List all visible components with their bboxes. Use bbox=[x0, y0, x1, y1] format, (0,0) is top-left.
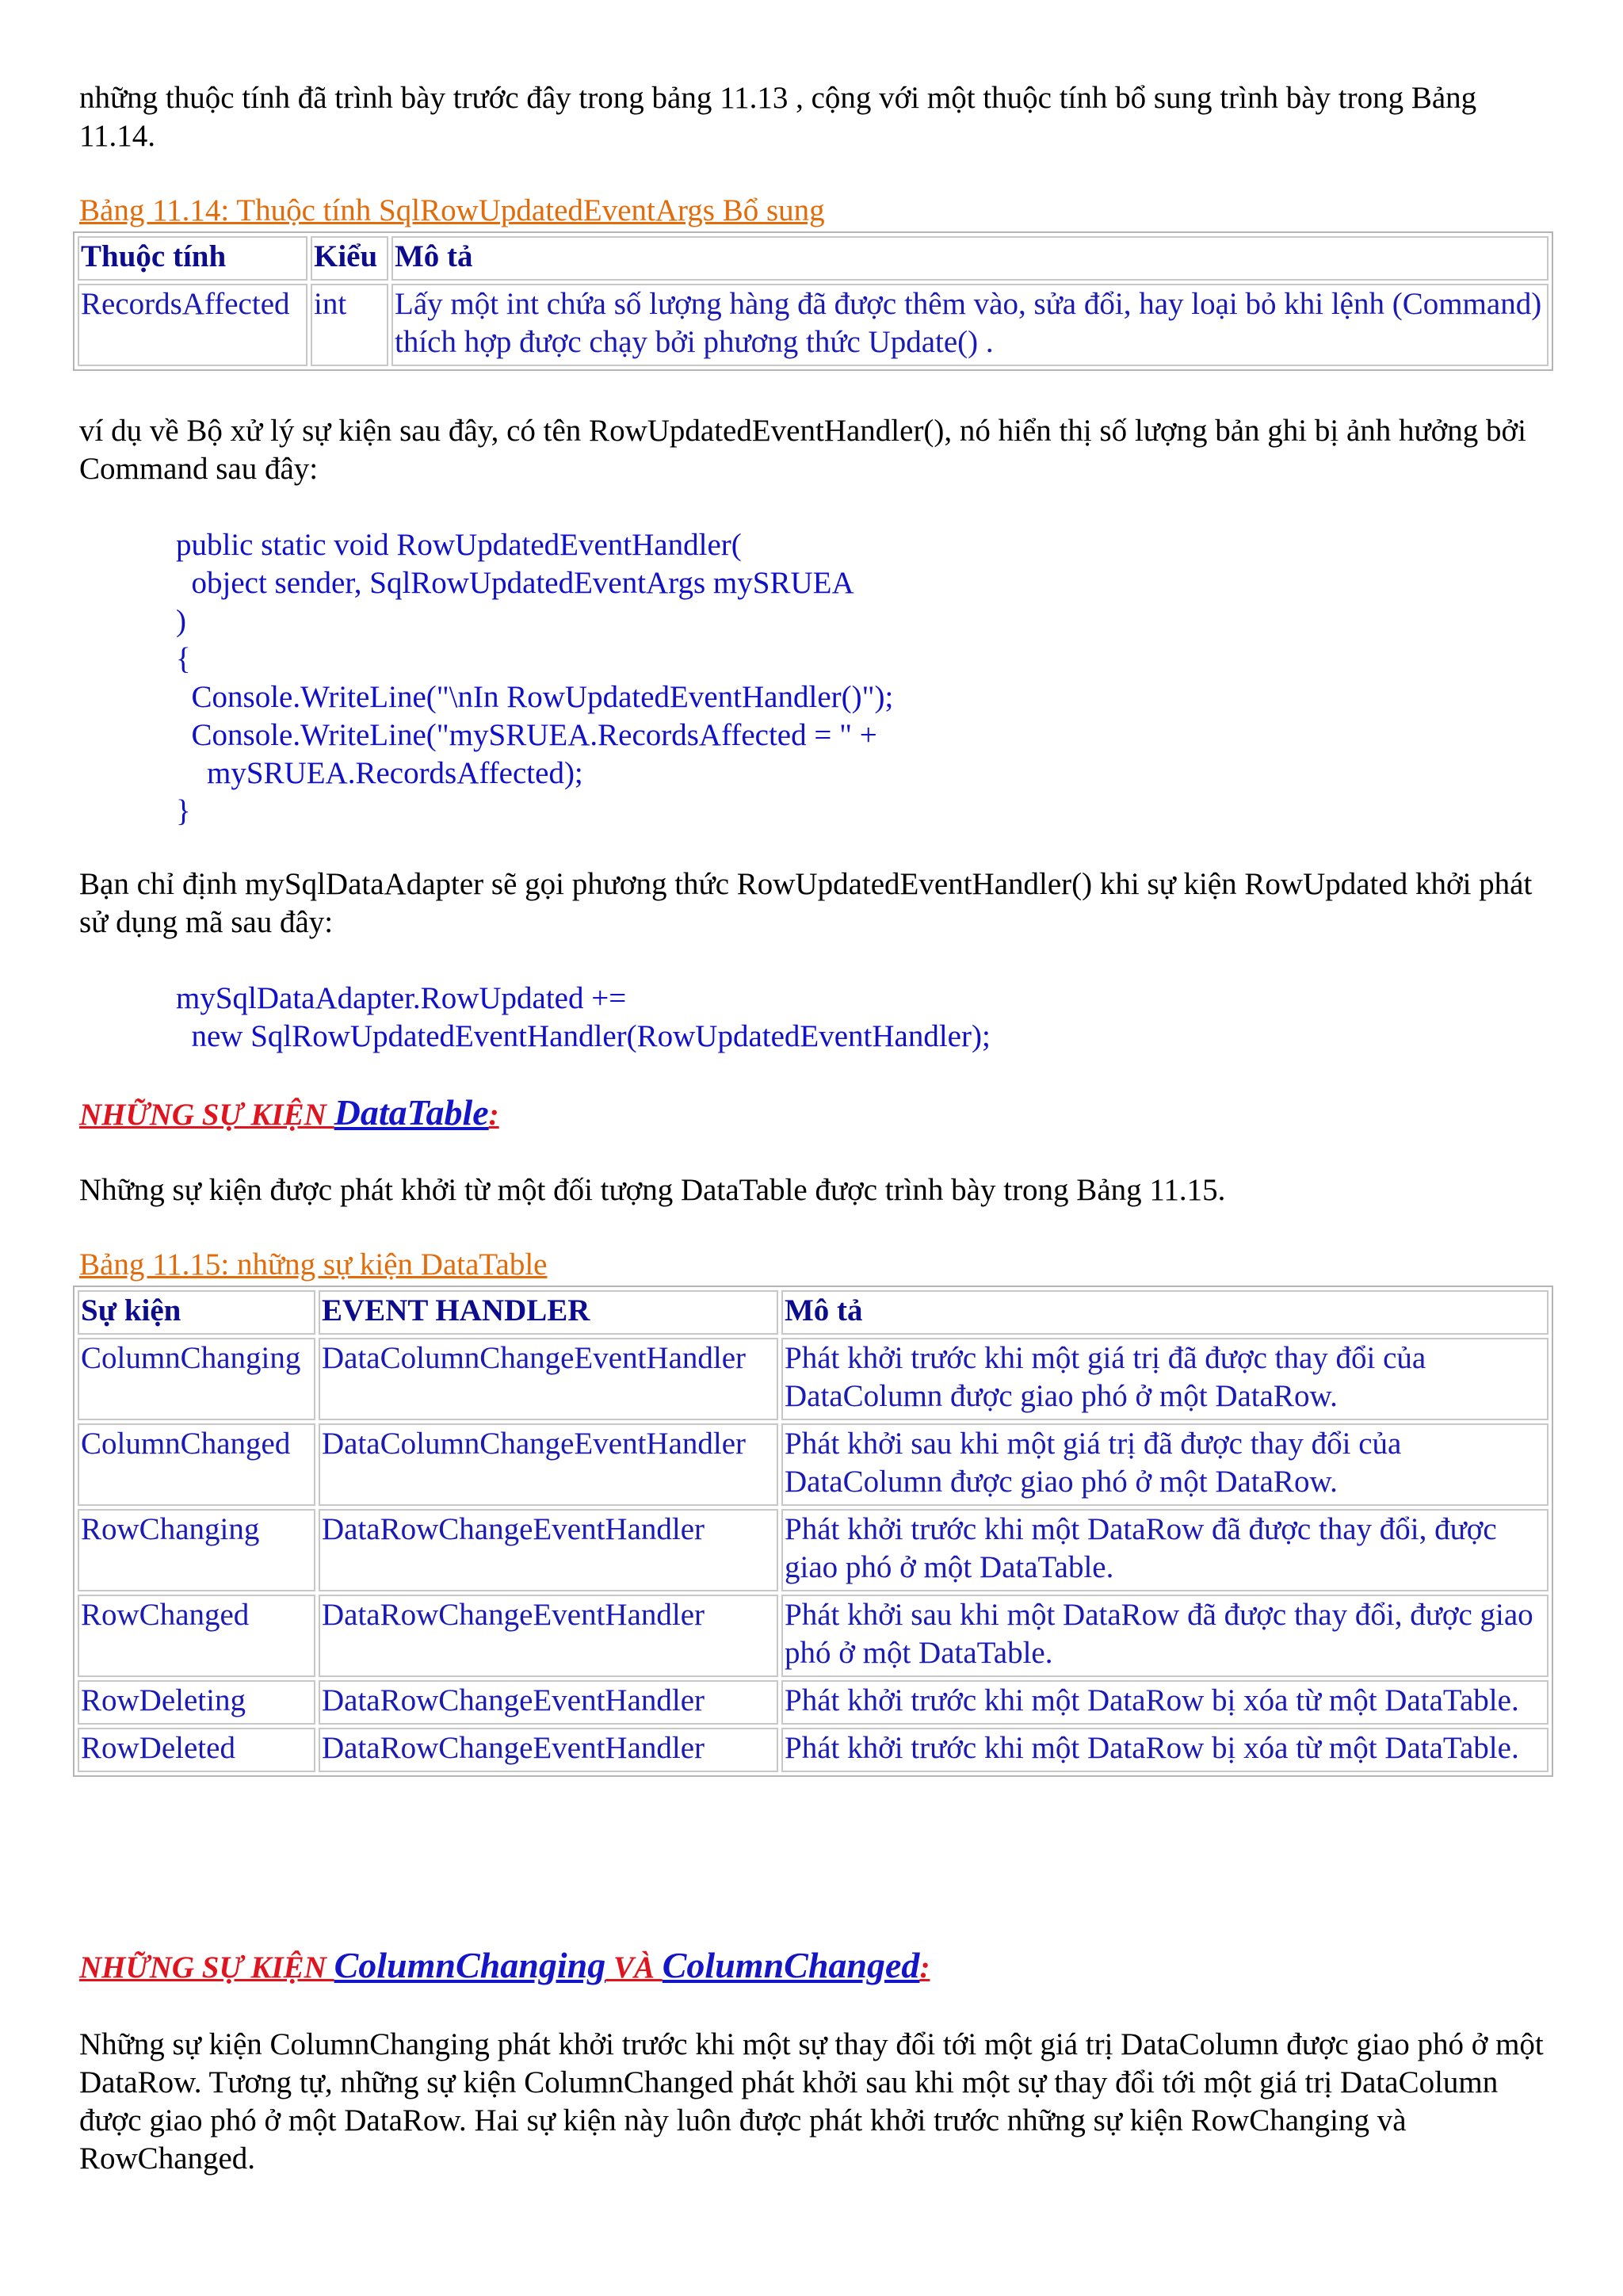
table-cell: DataRowChangeEventHandler bbox=[319, 1728, 778, 1772]
table-cell: DataRowChangeEventHandler bbox=[319, 1509, 778, 1591]
table-header-cell: EVENT HANDLER bbox=[319, 1290, 778, 1335]
table-header-cell: Kiểu bbox=[311, 236, 388, 281]
table-cell: RowDeleted bbox=[78, 1728, 315, 1772]
table-cell: DataRowChangeEventHandler bbox=[319, 1680, 778, 1725]
table-row bbox=[78, 1595, 1549, 1677]
heading-prefix: NHỮNG SỰ KIỆN bbox=[79, 1950, 334, 1985]
table-header-row bbox=[78, 236, 1549, 281]
table-cell: Phát khởi trước khi một DataRow bị xóa từ một DataTable. bbox=[781, 1728, 1549, 1772]
table-cell: Phát khởi trước khi một DataRow đã được thay đổi, được giao phó ở một DataTable. bbox=[781, 1509, 1549, 1591]
table-cell: DataColumnChangeEventHandler bbox=[319, 1338, 778, 1420]
table-header-cell: Sự kiện bbox=[78, 1290, 315, 1335]
table-cell: Phát khởi sau khi một giá trị đã được thay đổi của DataColumn được giao phó ở một DataRow. bbox=[781, 1423, 1549, 1506]
table-row bbox=[78, 1423, 1549, 1506]
table-cell: ColumnChanging bbox=[78, 1338, 315, 1420]
table-cell: Phát khởi sau khi một DataRow đã được thay đổi, được giao phó ở một DataTable. bbox=[781, 1595, 1549, 1677]
table-1114-caption: Bảng 11.14: Thuộc tính SqlRowUpdatedEventArgs Bổ sung bbox=[79, 193, 825, 227]
table-cell: DataColumnChangeEventHandler bbox=[319, 1423, 778, 1506]
table-cell: RowChanging bbox=[78, 1509, 315, 1591]
table-cell: RowDeleting bbox=[78, 1680, 315, 1725]
heading-name-1: ColumnChanging bbox=[334, 1945, 606, 1985]
table-cell: RowChanged bbox=[78, 1595, 315, 1677]
heading-suffix: : bbox=[919, 1950, 930, 1985]
table-header-cell: Mô tả bbox=[391, 236, 1549, 281]
table-row bbox=[78, 1338, 1549, 1420]
table-cell: RecordsAffected bbox=[78, 284, 307, 366]
heading-columnchanging-events bbox=[79, 1943, 930, 1990]
table-header-cell: Mô tả bbox=[781, 1290, 1549, 1335]
heading-name: DataTable bbox=[334, 1092, 489, 1133]
table-cell: int bbox=[311, 284, 388, 366]
table-row bbox=[78, 1728, 1549, 1772]
final-paragraph: Những sự kiện ColumnChanging phát khởi trước khi một sự thay đổi tới một giá trị DataColumn được giao phó ở một DataRow. Tương tự, những sự kiện ColumnChanged phát khởi sau khi một sự thay đổi tới một giá trị DataColumn được giao phó ở một DataRow. Hai sự kiện này luôn được phát khởi trước những sự kiện RowChanging và RowChanged. bbox=[79, 2027, 1544, 2176]
table-1114 bbox=[73, 231, 1553, 371]
table-row bbox=[78, 1509, 1549, 1591]
datatable-paragraph: Những sự kiện được phát khởi từ một đối tượng DataTable được trình bày trong Bảng 11.15. bbox=[79, 1173, 1226, 1207]
heading-datatable-events bbox=[79, 1091, 499, 1137]
table-cell: DataRowChangeEventHandler bbox=[319, 1595, 778, 1677]
table-cell: Phát khởi trước khi một giá trị đã được thay đổi của DataColumn được giao phó ở một DataRow. bbox=[781, 1338, 1549, 1420]
code-block-1: public static void RowUpdatedEventHandler( object sender, SqlRowUpdatedEventArgs mySRUEA ) { Console.WriteLine("\nIn RowUpdatedEventHandler()"); Console.WriteLine("mySRUEA.RecordsAffected = " + mySRUEA.RecordsAffected); } bbox=[176, 528, 894, 828]
table-header-cell: Thuộc tính bbox=[78, 236, 307, 281]
heading-suffix: : bbox=[488, 1098, 499, 1132]
table-cell: Phát khởi trước khi một DataRow bị xóa từ một DataTable. bbox=[781, 1680, 1549, 1725]
heading-name-2: ColumnChanged bbox=[662, 1945, 920, 1985]
table-row bbox=[78, 1680, 1549, 1725]
table-header-row bbox=[78, 1290, 1549, 1335]
table-row bbox=[78, 284, 1549, 366]
code-block-2: mySqlDataAdapter.RowUpdated += new SqlRowUpdatedEventHandler(RowUpdatedEventHandler); bbox=[176, 981, 991, 1053]
example-paragraph: ví dụ về Bộ xử lý sự kiện sau đây, có tên RowUpdatedEventHandler(), nó hiển thị số lượng bản ghi bị ảnh hưởng bởi Command sau đây: bbox=[79, 414, 1527, 486]
table-1115 bbox=[73, 1286, 1553, 1777]
table-cell: ColumnChanged bbox=[78, 1423, 315, 1506]
intro-paragraph: những thuộc tính đã trình bày trước đây trong bảng 11.13 , cộng với một thuộc tính bổ sung trình bày trong Bảng 11.14. bbox=[79, 81, 1477, 153]
heading-prefix: NHỮNG SỰ KIỆN bbox=[79, 1098, 334, 1132]
heading-middle: VÀ bbox=[605, 1950, 663, 1985]
assign-paragraph: Bạn chỉ định mySqlDataAdapter sẽ gọi phương thức RowUpdatedEventHandler() khi sự kiện RowUpdated khởi phát sử dụng mã sau đây: bbox=[79, 867, 1533, 939]
table-cell: Lấy một int chứa số lượng hàng đã được thêm vào, sửa đổi, hay loại bỏ khi lệnh (Command) thích hợp được chạy bởi phương thức Update() . bbox=[391, 284, 1549, 366]
table-1115-caption: Bảng 11.15: những sự kiện DataTable bbox=[79, 1247, 548, 1282]
